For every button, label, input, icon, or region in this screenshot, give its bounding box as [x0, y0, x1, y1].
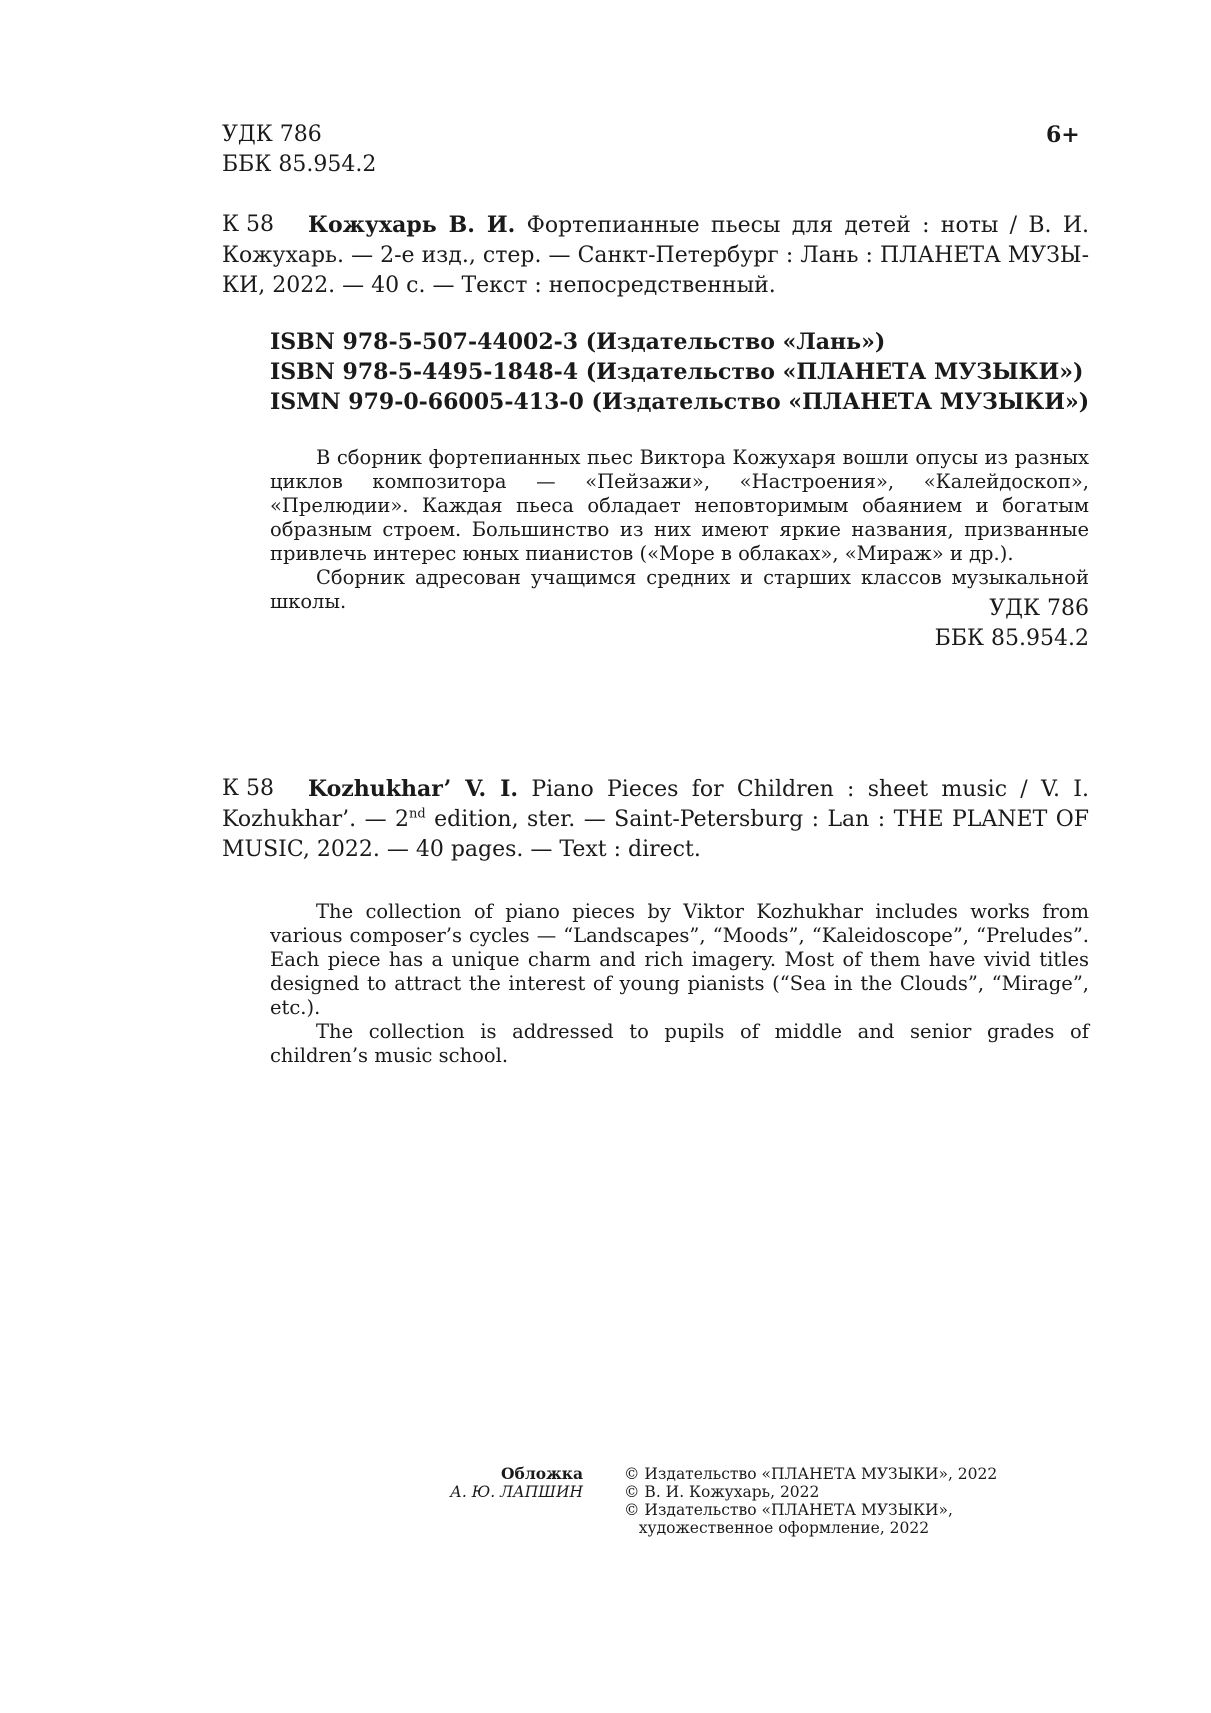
age-rating: 6+ — [1046, 122, 1080, 148]
copyright-line: © В. И. Кожухарь, 2022 — [624, 1483, 820, 1501]
en-annotation-paragraph: The collection of piano pieces by Viktor Kozhukhar includes works from various composer’s cycles — “Landscapes”, “Moods”, “Kaleidoscope”, “Preludes”. Each piece has a unique charm and rich imagery. Most of them have vivid titles designed to attract the interest of young pianists (“Sea in the Clouds”, “Mirage”, etc.). — [270, 900, 1089, 1019]
copyright-notices — [624, 1465, 997, 1537]
ismn-line: ISMN 979-0-66005-413-0 (Издательство «ПЛАНЕТА МУЗЫКИ») — [270, 389, 1090, 415]
ru-entry-author: Кожухарь В. И. — [308, 212, 516, 238]
en-entry-text — [222, 774, 1089, 865]
en-entry-description-part1: Piano Pieces for Children : sheet music / V. I. Kozhukhar’. — 2 — [222, 777, 1089, 832]
ru-entry-description: Фортепианные пьесы для детей : ноты / В. И. Кожухарь. — 2-е изд., стер. — Санкт-Петербург : Лань : ПЛАНЕТА МУЗЫКИ, 2022. — 40 с. — Текст : непосредственный. — [222, 213, 1089, 298]
classification-bottom — [935, 594, 1089, 654]
isbn-block — [270, 327, 1089, 417]
ru-entry-text — [222, 210, 1089, 301]
copyright-line: © Издательство «ПЛАНЕТА МУЗЫКИ», 2022 — [624, 1465, 998, 1483]
cover-artist: А. Ю. ЛАПШИН — [450, 1483, 583, 1501]
en-entry-description-part2: edition, ster. — Saint-Petersburg : Lan : THE PLANET OF MUSIC, 2022. — 40 pages. — Text : direct. — [222, 807, 1089, 862]
isbn-line: ISBN 978-5-4495-1848-4 (Издательство «ПЛАНЕТА МУЗЫКИ») — [270, 359, 1084, 385]
udk-code: УДК 786 — [222, 122, 322, 147]
bbk-code: ББК 85.954.2 — [222, 152, 377, 177]
edition-superscript: nd — [409, 806, 426, 822]
bbk-code-bottom: ББК 85.954.2 — [934, 626, 1089, 651]
copyright-line: © Издательство «ПЛАНЕТА МУЗЫКИ», — [624, 1501, 953, 1519]
en-annotation — [270, 900, 1089, 1068]
udk-code-bottom: УДК 786 — [989, 596, 1089, 621]
en-entry-code: К 58 — [222, 776, 275, 801]
isbn-line: ISBN 978-5-507-44002-3 (Издательство «Лань») — [270, 329, 886, 355]
copyright-line: художественное оформление, 2022 — [624, 1519, 930, 1537]
classification-top — [222, 120, 376, 180]
ru-bibliographic-entry — [222, 210, 1089, 301]
ru-entry-code: К 58 — [222, 212, 275, 237]
en-bibliographic-entry — [222, 774, 1089, 865]
cover-credit-label: Обложка — [501, 1464, 583, 1483]
en-entry-author: Kozhukhar’ V. I. — [308, 776, 519, 802]
cover-credit — [450, 1465, 583, 1501]
ru-annotation — [270, 446, 1089, 614]
ru-annotation-paragraph: В сборник фортепианных пьес Виктора Кожухаря вошли опусы из разных циклов композитора — «Пейзажи», «Настроения», «Калейдоскоп», «Прелюдии». Каждая пьеса обладает неповторимым обаянием и богатым образным строем. Большинство из них имеют яркие названия, призванные привлечь интерес юных пианистов («Море в облаках», «Мираж» и др.). — [270, 446, 1089, 565]
ru-annotation-paragraph: Сборник адресован учащимся средних и старших классов музыкальной школы. — [270, 566, 1089, 613]
en-annotation-paragraph: The collection is addressed to pupils of middle and senior grades of children’s music school. — [270, 1020, 1089, 1067]
